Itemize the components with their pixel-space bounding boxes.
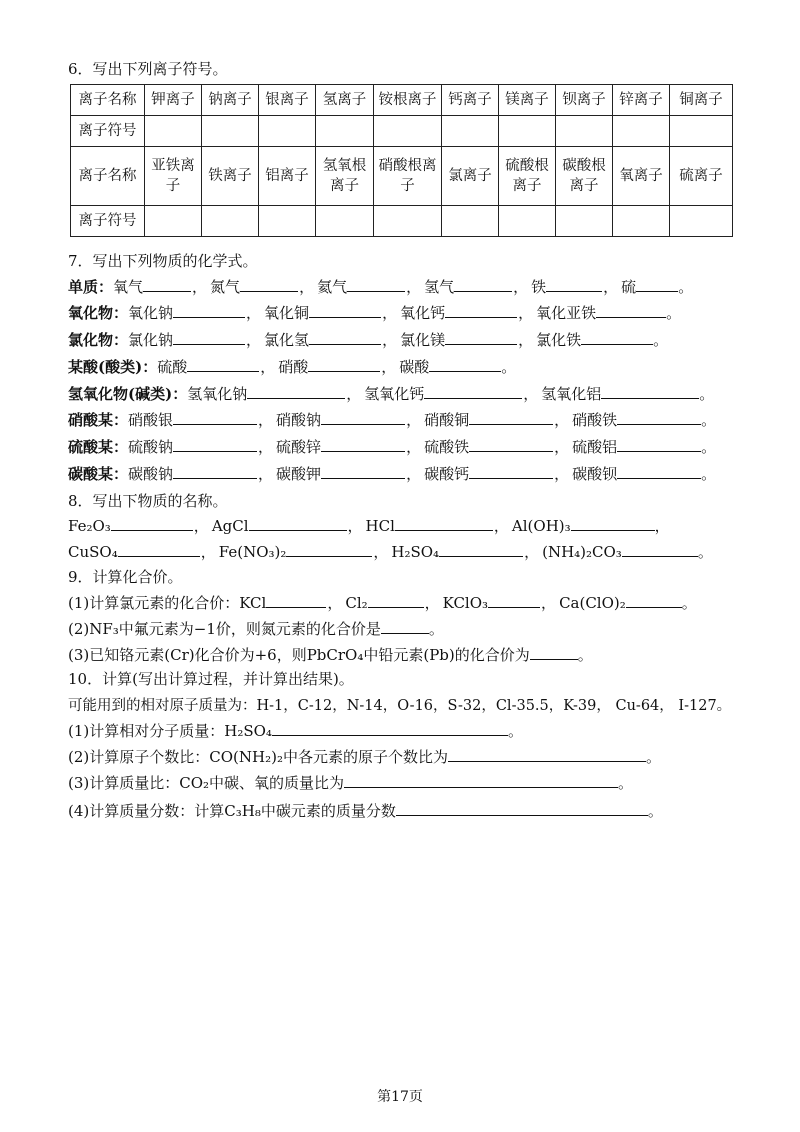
- ion-name-cell: 碳酸根离子: [556, 147, 613, 206]
- answer-cell[interactable]: [556, 116, 613, 147]
- item-label: 氢氧化铝: [541, 385, 602, 403]
- category-label: 硝酸某：: [68, 411, 129, 429]
- q9-line-2: (2)NF₃中氟元素为−1价，则氮元素的化合价是 。: [68, 620, 444, 638]
- answer-cell[interactable]: [613, 206, 670, 237]
- answer-blank[interactable]: [187, 357, 259, 372]
- item-label: 氧化铜: [264, 304, 310, 322]
- item-label: 碳酸: [399, 358, 430, 376]
- answer-blank[interactable]: [530, 645, 578, 660]
- ion-name-cell: 钡离子: [556, 85, 613, 116]
- formula-label: Ca(ClO)₂: [559, 594, 626, 612]
- formula-label: Fe₂O₃: [68, 517, 111, 535]
- item-label: 氯化铁: [536, 331, 582, 349]
- answer-blank[interactable]: [445, 303, 517, 318]
- answer-blank[interactable]: [309, 330, 381, 345]
- category-label: 某酸(酸类)：: [68, 358, 158, 376]
- answer-cell[interactable]: [374, 116, 442, 147]
- question-text: (3)计算质量比：CO₂中碳、氧的质量比为: [68, 774, 345, 792]
- answer-cell[interactable]: [202, 206, 259, 237]
- answer-blank[interactable]: [622, 542, 698, 557]
- answer-blank[interactable]: [321, 410, 405, 425]
- question-text: (2)NF₃中氟元素为−1价，则氮元素的化合价是: [68, 620, 381, 638]
- item-label: 氢气: [424, 278, 455, 296]
- row-label-ion-symbol: 离子符号: [71, 116, 145, 147]
- answer-blank[interactable]: [173, 410, 257, 425]
- ion-name-cell: 钙离子: [442, 85, 499, 116]
- ion-name-cell: 硫酸根离子: [499, 147, 556, 206]
- formula-label: Fe(NO₃)₂: [218, 543, 287, 561]
- ion-name-cell: 镁离子: [499, 85, 556, 116]
- q8-title: 8．写出下物质的名称。: [68, 492, 228, 510]
- answer-blank[interactable]: [344, 773, 618, 788]
- table-row-ion-symbols-2: [71, 206, 733, 237]
- answer-blank[interactable]: [321, 437, 405, 452]
- q10-atomic-masses: 可能用到的相对原子质量为：H-1，C-12，N-14，O-16，S-32，Cl-35.5，K-39， Cu-64， I-127。: [68, 698, 732, 714]
- answer-blank[interactable]: [617, 464, 701, 479]
- item-label: 硝酸银: [128, 411, 174, 429]
- q7-line-elements: 单质：氧气 ， 氮气 ， 氦气 ， 氢气 ， 铁 ， 硫 。: [68, 278, 694, 296]
- answer-blank[interactable]: [581, 330, 653, 345]
- item-label: 硝酸钠: [276, 411, 322, 429]
- answer-blank[interactable]: [173, 437, 257, 452]
- q7-line-chlorides: 氯化物：氯化钠 ， 氯化氢 ， 氯化镁 ， 氯化铁 。: [68, 331, 669, 349]
- answer-blank[interactable]: [173, 330, 245, 345]
- ion-name-cell: 银离子: [259, 85, 316, 116]
- formula-label: KCl: [239, 594, 267, 612]
- answer-blank[interactable]: [395, 516, 493, 531]
- q7-title: 7．写出下列物质的化学式。: [68, 252, 258, 270]
- ion-name-cell: 氯离子: [442, 147, 499, 206]
- answer-blank[interactable]: [381, 619, 429, 634]
- q7-line-acids: 某酸(酸类)：硫酸 ， 硝酸 ， 碳酸 。: [68, 358, 517, 376]
- row-label-ion-symbol: 离子符号: [71, 206, 145, 237]
- row-label-ion-name: 离子名称: [71, 147, 145, 206]
- ion-name-cell: 铜离子: [670, 85, 733, 116]
- item-label: 氧化亚铁: [536, 304, 597, 322]
- answer-cell[interactable]: [670, 116, 733, 147]
- answer-blank[interactable]: [321, 464, 405, 479]
- answer-blank[interactable]: [617, 437, 701, 452]
- item-label: 碳酸钠: [128, 465, 174, 483]
- answer-blank[interactable]: [118, 542, 200, 557]
- answer-blank[interactable]: [454, 277, 512, 292]
- ion-name-cell: 硝酸根离子: [374, 147, 442, 206]
- table-row-ion-names-2: [71, 147, 733, 206]
- table-row-ion-names-1: [71, 85, 733, 116]
- item-label: 氧化钠: [128, 304, 174, 322]
- item-label: 碳酸钡: [572, 465, 618, 483]
- answer-blank[interactable]: [266, 593, 326, 608]
- answer-blank[interactable]: [173, 464, 257, 479]
- q8-line-1: Fe₂O₃ ， AgCl ， HCl ， Al(OH)₃ ，: [68, 517, 670, 535]
- item-label: 氢氧化钙: [364, 385, 425, 403]
- ion-name-cell: 硫离子: [670, 147, 733, 206]
- ion-name-cell: 氢氧根离子: [316, 147, 374, 206]
- item-label: 氧气: [113, 278, 144, 296]
- answer-blank[interactable]: [309, 303, 381, 318]
- answer-cell[interactable]: [670, 206, 733, 237]
- item-label: 氯化氢: [264, 331, 310, 349]
- item-label: 硝酸铁: [572, 411, 618, 429]
- answer-blank[interactable]: [571, 516, 655, 531]
- ion-name-cell: 铝离子: [259, 147, 316, 206]
- answer-blank[interactable]: [636, 277, 678, 292]
- answer-blank[interactable]: [111, 516, 193, 531]
- q9-line-1: (1)计算氯元素的化合价：KCl ， Cl₂ ， KClO₃ ， Ca(ClO)₂ 。: [68, 594, 697, 612]
- formula-label: Cl₂: [345, 594, 368, 612]
- item-label: 氯化钠: [128, 331, 174, 349]
- formula-label: Al(OH)₃: [511, 517, 571, 535]
- q10-part-4: (4)计算质量分数：计算C₃H₈中碳元素的质量分数 。: [68, 802, 663, 820]
- item-label: 硫: [621, 278, 637, 296]
- answer-blank[interactable]: [626, 593, 682, 608]
- item-label: 铁: [531, 278, 547, 296]
- answer-blank[interactable]: [429, 357, 501, 372]
- question-text: (3)已知铬元素(Cr)化合价为+6，则PbCrO₄中铅元素(Pb)的化合价为: [68, 646, 530, 664]
- answer-blank[interactable]: [308, 357, 380, 372]
- answer-blank[interactable]: [445, 330, 517, 345]
- ion-name-cell: 钠离子: [202, 85, 259, 116]
- q8-line-2: CuSO₄ ， Fe(NO₃)₂ ， H₂SO₄ ， (NH₄)₂CO₃ 。: [68, 543, 713, 561]
- answer-blank[interactable]: [249, 516, 347, 531]
- answer-blank[interactable]: [247, 384, 345, 399]
- ion-name-cell: 铁离子: [202, 147, 259, 206]
- answer-cell[interactable]: [374, 206, 442, 237]
- ion-name-cell: 锌离子: [613, 85, 670, 116]
- answer-cell[interactable]: [613, 116, 670, 147]
- formula-label: HCl: [365, 517, 395, 535]
- q7-line-oxides: 氧化物：氧化钠 ， 氧化铜 ， 氧化钙 ， 氧化亚铁 。: [68, 304, 682, 322]
- item-label: 硫酸: [157, 358, 188, 376]
- q7-line-nitrates: 硝酸某：硝酸银 ， 硝酸钠 ， 硝酸铜 ， 硝酸铁 。: [68, 411, 717, 429]
- item-label: 硝酸铜: [424, 411, 470, 429]
- formula-label: (NH₄)₂CO₃: [542, 543, 622, 561]
- item-label: 硫酸锌: [276, 438, 322, 456]
- category-label: 氢氧化物(碱类)：: [68, 385, 188, 403]
- answer-blank[interactable]: [272, 721, 508, 736]
- answer-cell[interactable]: [499, 206, 556, 237]
- row-label-ion-name: 离子名称: [71, 85, 145, 116]
- answer-blank[interactable]: [448, 747, 646, 762]
- answer-blank[interactable]: [596, 303, 666, 318]
- page-number: 第17页: [377, 1089, 423, 1105]
- answer-blank[interactable]: [368, 593, 424, 608]
- item-label: 氯化镁: [400, 331, 446, 349]
- answer-cell[interactable]: [259, 116, 316, 147]
- answer-blank[interactable]: [469, 410, 553, 425]
- answer-cell[interactable]: [316, 206, 374, 237]
- category-label: 碳酸某：: [68, 465, 129, 483]
- answer-blank[interactable]: [143, 277, 191, 292]
- category-label: 氯化物：: [68, 331, 129, 349]
- q9-line-3: (3)已知铬元素(Cr)化合价为+6，则PbCrO₄中铅元素(Pb)的化合价为 。: [68, 646, 593, 664]
- answer-blank[interactable]: [546, 277, 602, 292]
- answer-blank[interactable]: [488, 593, 540, 608]
- category-label: 硫酸某：: [68, 438, 129, 456]
- q6-title: 6．写出下列离子符号。: [68, 60, 228, 78]
- item-label: 氢氧化钠: [187, 385, 248, 403]
- ion-name-cell: 氢离子: [316, 85, 374, 116]
- item-label: 硫酸铁: [424, 438, 470, 456]
- question-text: (4)计算质量分数：计算C₃H₈中碳元素的质量分数: [68, 802, 396, 820]
- item-label: 氮气: [210, 278, 241, 296]
- answer-cell[interactable]: [259, 206, 316, 237]
- answer-blank[interactable]: [286, 542, 372, 557]
- item-label: 硫酸铝: [572, 438, 618, 456]
- answer-cell[interactable]: [442, 206, 499, 237]
- answer-cell[interactable]: [145, 116, 202, 147]
- category-label: 氧化物：: [68, 304, 129, 322]
- ion-symbol-table: [70, 84, 733, 237]
- q10-part-3: (3)计算质量比：CO₂中碳、氧的质量比为 。: [68, 774, 634, 792]
- item-label: 碳酸钾: [276, 465, 322, 483]
- formula-label: AgCl: [211, 517, 249, 535]
- answer-blank[interactable]: [240, 277, 298, 292]
- answer-cell[interactable]: [442, 116, 499, 147]
- q9-title: 9．计算化合价。: [68, 568, 183, 586]
- answer-cell[interactable]: [499, 116, 556, 147]
- question-text: (1)计算氯元素的化合价：: [68, 594, 240, 612]
- ion-name-cell: 钾离子: [145, 85, 202, 116]
- answer-blank[interactable]: [173, 303, 245, 318]
- category-label: 单质：: [68, 278, 114, 296]
- answer-cell[interactable]: [145, 206, 202, 237]
- answer-blank[interactable]: [439, 542, 523, 557]
- item-label: 碳酸钙: [424, 465, 470, 483]
- q7-line-sulfates: 硫酸某：硫酸钠 ， 硫酸锌 ， 硫酸铁 ， 硫酸铝 。: [68, 438, 717, 456]
- formula-label: H₂SO₄: [391, 543, 440, 561]
- answer-blank[interactable]: [396, 801, 648, 816]
- item-label: 氦气: [317, 278, 348, 296]
- answer-blank[interactable]: [469, 464, 553, 479]
- q7-line-carbonates: 碳酸某：碳酸钠 ， 碳酸钾 ， 碳酸钙 ， 碳酸钡 。: [68, 465, 717, 483]
- question-text: (2)计算原子个数比：CO(NH₂)₂中各元素的原子个数比为: [68, 748, 448, 766]
- table-row-ion-symbols-1: [71, 116, 733, 147]
- answer-cell[interactable]: [556, 206, 613, 237]
- formula-label: KClO₃: [442, 594, 489, 612]
- item-label: 氧化钙: [400, 304, 446, 322]
- q10-title: 10．计算(写出计算过程，并计算出结果)。: [68, 670, 354, 688]
- answer-blank[interactable]: [601, 384, 699, 399]
- answer-blank[interactable]: [424, 384, 522, 399]
- item-label: 硫酸钠: [128, 438, 174, 456]
- answer-cell[interactable]: [316, 116, 374, 147]
- ion-name-cell: 亚铁离子: [145, 147, 202, 206]
- ion-name-cell: 铵根离子: [374, 85, 442, 116]
- question-text: (1)计算相对分子质量：H₂SO₄: [68, 722, 272, 740]
- answer-cell[interactable]: [202, 116, 259, 147]
- item-label: 硝酸: [278, 358, 309, 376]
- q7-line-bases: 氢氧化物(碱类)：氢氧化钠 ， 氢氧化钙 ， 氢氧化铝 。: [68, 385, 715, 403]
- q10-part-1: (1)计算相对分子质量：H₂SO₄ 。: [68, 722, 523, 740]
- formula-label: CuSO₄: [68, 543, 118, 561]
- answer-blank[interactable]: [347, 277, 405, 292]
- answer-blank[interactable]: [469, 437, 553, 452]
- q10-part-2: (2)计算原子个数比：CO(NH₂)₂中各元素的原子个数比为 。: [68, 748, 661, 766]
- ion-name-cell: 氧离子: [613, 147, 670, 206]
- answer-blank[interactable]: [617, 410, 701, 425]
